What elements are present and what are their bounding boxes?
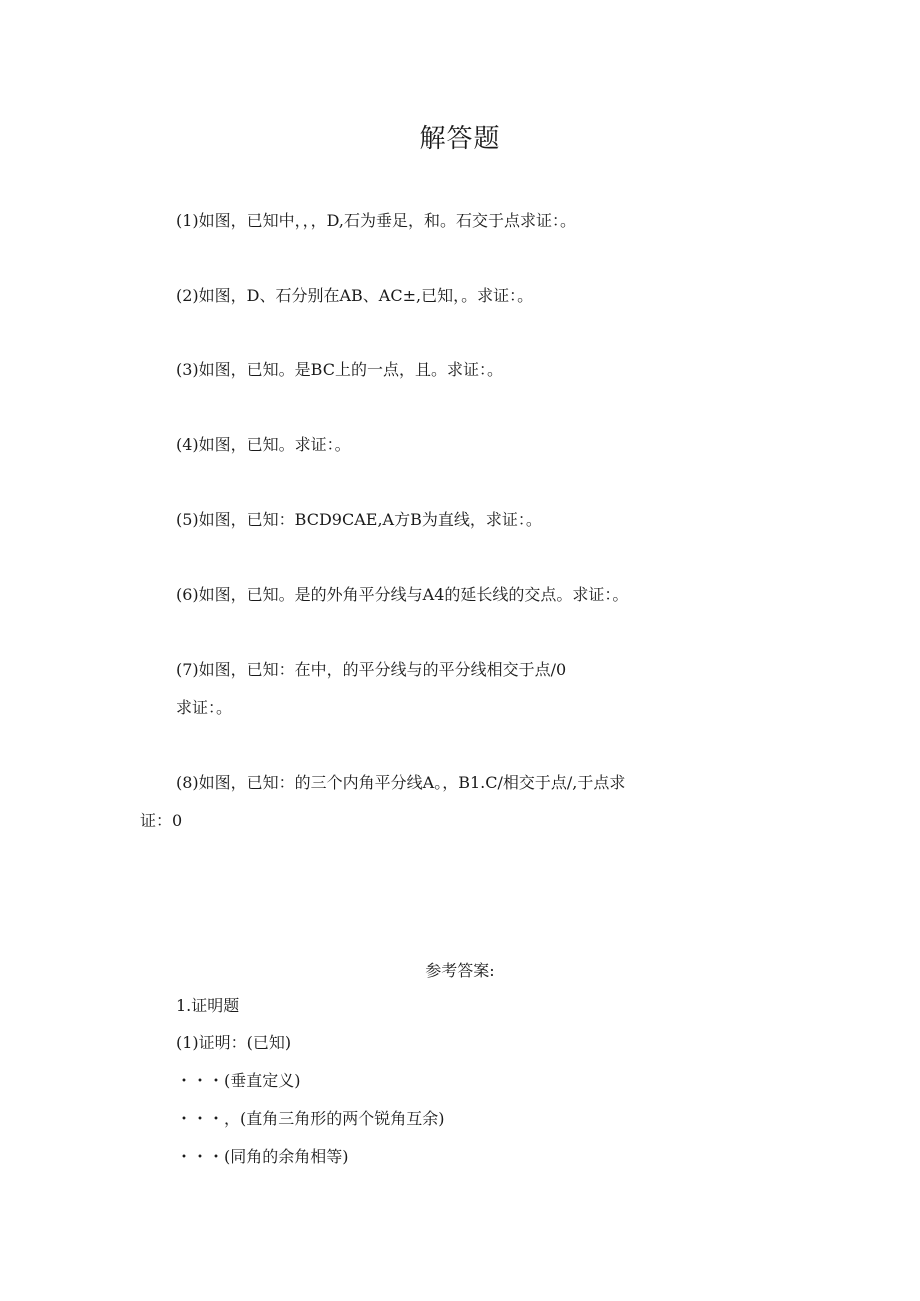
question-6: (6)如图，已知。是的外角平分线与A4的延长线的交点。求证：。 bbox=[176, 585, 629, 604]
page-title: 解答题 bbox=[419, 124, 501, 154]
question-5: (5)如图，已知：BCD9CAE,A方B为直线，求证：。 bbox=[176, 510, 542, 529]
question-2: (2)如图，D、石分别在AB、AC±,已知，。求证：。 bbox=[176, 286, 534, 305]
answer-line-1: 1.证明题 bbox=[176, 996, 240, 1015]
answer-line-5: ・・・(同角的余角相等) bbox=[176, 1147, 349, 1166]
question-8-continuation: 证：0 bbox=[140, 811, 183, 830]
question-4: (4)如图，已知。求证：。 bbox=[176, 435, 351, 454]
question-7-continuation: 求证：。 bbox=[176, 698, 233, 717]
answer-line-4: ・・・，(直角三角形的两个锐角互余) bbox=[176, 1109, 445, 1128]
question-7: (7)如图，已知：在中，的平分线与的平分线相交于点/0 bbox=[176, 660, 567, 679]
answers-title: 参考答案: bbox=[425, 961, 495, 980]
question-8: (8)如图，已知：的三个内角平分线A。，B1.C/相交于点/,于点求 bbox=[176, 773, 626, 792]
question-3: (3)如图，已知。是BC上的一点，且。求证：。 bbox=[176, 360, 503, 379]
answer-line-2: (1)证明：(已知) bbox=[176, 1033, 292, 1052]
answer-line-3: ・・・(垂直定义) bbox=[176, 1071, 301, 1090]
question-1: (1)如图，已知中，，，D,石为垂足，和。石交于点求证：。 bbox=[176, 211, 577, 230]
